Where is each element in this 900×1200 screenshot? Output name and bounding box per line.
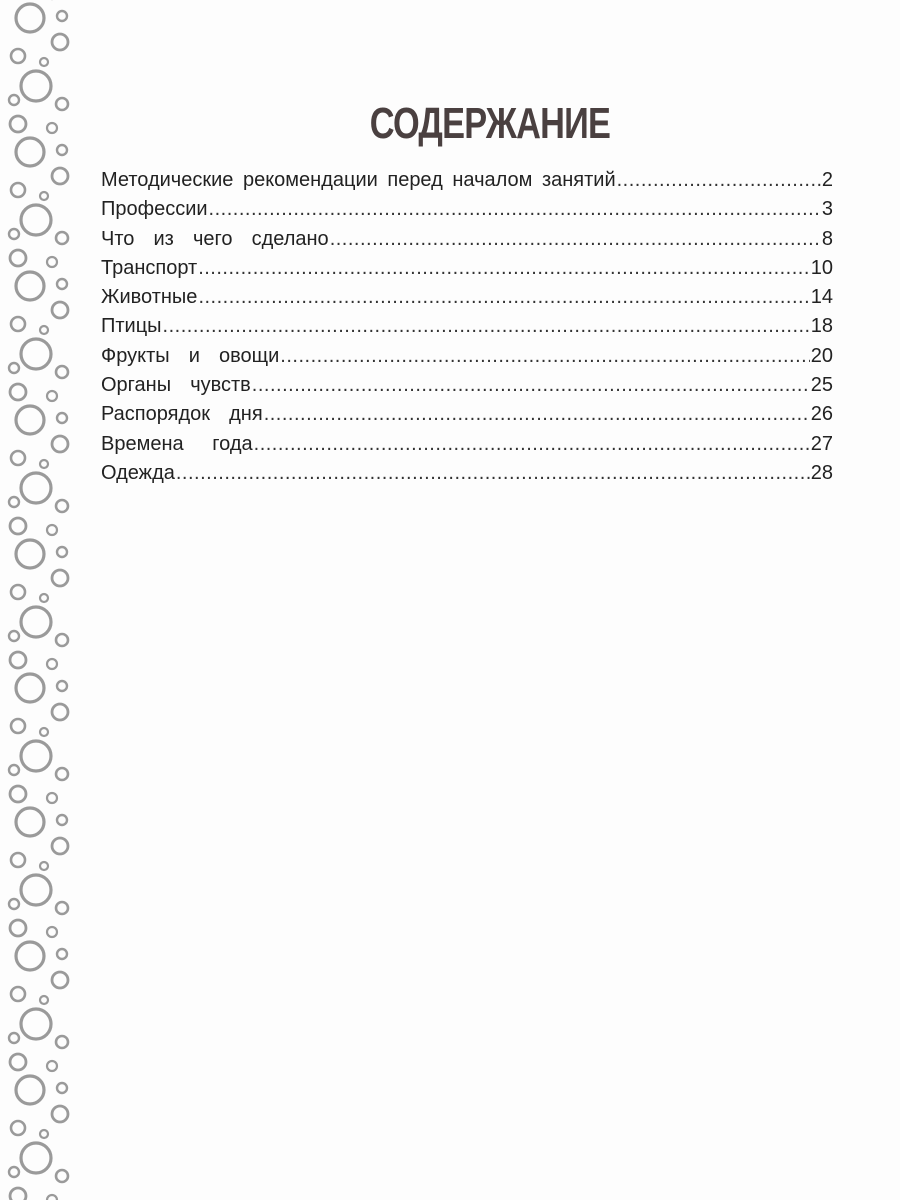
bubble-circle [40, 594, 48, 602]
toc-leader-dots [163, 312, 810, 341]
bubble-circle [11, 49, 25, 63]
toc-entry-label: Одежда [101, 461, 175, 484]
toc-entry-page: 10 [810, 256, 833, 279]
bubble-circle [11, 585, 25, 599]
bubble-circle [9, 95, 19, 105]
toc-entry-page: 20 [810, 344, 833, 367]
page-title: СОДЕРЖАНИЕ [369, 99, 611, 149]
bubble-circle [16, 406, 44, 434]
bubble-circle [52, 838, 68, 854]
toc-leader-dots [209, 195, 821, 224]
bubble-circle [57, 11, 67, 21]
toc-entry-page: 25 [810, 374, 833, 397]
table-of-contents [101, 166, 833, 488]
bubble-circle [10, 652, 26, 668]
toc-leader-dots [198, 254, 810, 283]
bubble-circle [10, 920, 26, 936]
bubble-circle [21, 71, 51, 101]
bubble-circle [11, 183, 25, 197]
toc-entry [101, 283, 833, 312]
bubble-circle [40, 1130, 48, 1138]
toc-entry-label: Птицы [101, 315, 162, 338]
bubble-circle [47, 1195, 57, 1200]
bubble-circle [21, 1143, 51, 1173]
bubble-circle [56, 1170, 68, 1182]
toc-entry-label: Фрукты и овощи [101, 344, 280, 367]
bubble-circle [10, 1188, 26, 1200]
bubble-circle [21, 339, 51, 369]
toc-entry-label: Что из чего сделано [101, 227, 329, 250]
toc-entry-label: Животные [101, 286, 198, 309]
bubble-circle [47, 525, 57, 535]
toc-entry-page: 26 [810, 403, 833, 426]
bubble-circle [40, 996, 48, 1004]
toc-leader-dots [176, 459, 810, 488]
bubble-circle [11, 317, 25, 331]
bubble-circle [21, 741, 51, 771]
bubble-circle [21, 607, 51, 637]
bubble-circle [57, 413, 67, 423]
bubble-circle [57, 949, 67, 959]
bubble-circle [10, 116, 26, 132]
bubble-circle [10, 384, 26, 400]
bubble-circle [11, 719, 25, 733]
toc-entry-label: Методические рекомендации перед началом занятий [101, 169, 616, 191]
bubble-circle [52, 704, 68, 720]
bubble-circle [11, 987, 25, 1001]
bubble-circle [56, 232, 68, 244]
bubble-circle [47, 391, 57, 401]
bubble-circle [10, 786, 26, 802]
bubble-circle [9, 497, 19, 507]
toc-entry [101, 459, 833, 488]
bubble-circle [52, 972, 68, 988]
bubble-circle [47, 927, 57, 937]
toc-entry [101, 371, 833, 400]
bubble-circle [16, 4, 44, 32]
bubble-circle [11, 853, 25, 867]
bubble-circle [52, 1106, 68, 1122]
toc-entry-page: 14 [810, 286, 833, 309]
bubble-circle [57, 681, 67, 691]
bubble-circle [9, 1167, 19, 1177]
bubble-circle [56, 98, 68, 110]
toc-entry-page: 18 [810, 315, 833, 338]
toc-entry [101, 312, 833, 341]
bubble-circle [40, 58, 48, 66]
toc-entry-page: 27 [810, 432, 833, 455]
toc-entry-label: Органы чувств [101, 374, 251, 397]
bubble-circle [47, 659, 57, 669]
bubble-circle [47, 123, 57, 133]
bubble-circle [16, 540, 44, 568]
bubble-circle [40, 192, 48, 200]
toc-entry-page: 3 [821, 198, 833, 221]
bubble-circle [56, 500, 68, 512]
bubble-circle [52, 570, 68, 586]
bubble-circle [40, 460, 48, 468]
toc-entry-page: 2 [821, 169, 833, 191]
bubble-circle [57, 815, 67, 825]
bubble-circle [52, 168, 68, 184]
bubble-circle [57, 279, 67, 289]
bubble-circle [10, 518, 26, 534]
bubble-circle [16, 942, 44, 970]
bubble-circle [16, 138, 44, 166]
toc-leader-dots [264, 400, 810, 429]
bubble-circle [10, 250, 26, 266]
toc-leader-dots [252, 371, 810, 400]
toc-entry [101, 254, 833, 283]
toc-entry [101, 342, 833, 371]
toc-entry [101, 400, 833, 429]
toc-leader-dots [330, 225, 821, 254]
bubble-border-decoration [0, 0, 80, 1200]
bubble-circle [56, 902, 68, 914]
toc-leader-dots [254, 430, 810, 459]
toc-entry [101, 225, 833, 254]
bubble-circle [16, 1076, 44, 1104]
toc-entry-label: Транспорт [101, 256, 198, 279]
toc-entry-label: Распорядок дня [101, 403, 263, 426]
bubble-circle [11, 1121, 25, 1135]
bubble-circle [40, 862, 48, 870]
bubble-circle [11, 451, 25, 465]
bubble-circle [9, 765, 19, 775]
bubble-circle [21, 205, 51, 235]
toc-entry [101, 166, 833, 195]
toc-leader-dots [280, 342, 809, 371]
bubble-circle [56, 768, 68, 780]
bubble-circle [57, 547, 67, 557]
bubble-circle [16, 272, 44, 300]
bubble-circle [47, 793, 57, 803]
bubble-circle [47, 1061, 57, 1071]
bubble-circle [56, 366, 68, 378]
bubble-circle [56, 1036, 68, 1048]
bubble-circle [57, 145, 67, 155]
bubble-circle [9, 229, 19, 239]
bubble-circle [21, 875, 51, 905]
bubble-circle [52, 34, 68, 50]
bubble-circle [21, 1009, 51, 1039]
bubble-circle [9, 631, 19, 641]
bubble-circle [52, 302, 68, 318]
toc-leader-dots [198, 283, 809, 312]
bubble-circle [10, 1054, 26, 1070]
toc-entry-page: 8 [821, 227, 833, 250]
bubble-circle [56, 634, 68, 646]
bubble-circle [21, 473, 51, 503]
toc-entry-page: 28 [810, 461, 833, 484]
toc-entry [101, 430, 833, 459]
bubble-circle [47, 257, 57, 267]
bubble-circle [40, 728, 48, 736]
bubble-circle [9, 899, 19, 909]
bubble-circle [16, 674, 44, 702]
toc-entry-label: Времена года [101, 432, 253, 455]
toc-leader-dots [617, 166, 821, 195]
bubble-circle [57, 1083, 67, 1093]
bubble-circle [40, 326, 48, 334]
bubble-circle [52, 436, 68, 452]
bubble-circle [9, 1033, 19, 1043]
toc-entry [101, 195, 833, 224]
toc-entry-label: Профессии [101, 198, 208, 221]
bubble-circle [16, 808, 44, 836]
bubble-circle [9, 363, 19, 373]
